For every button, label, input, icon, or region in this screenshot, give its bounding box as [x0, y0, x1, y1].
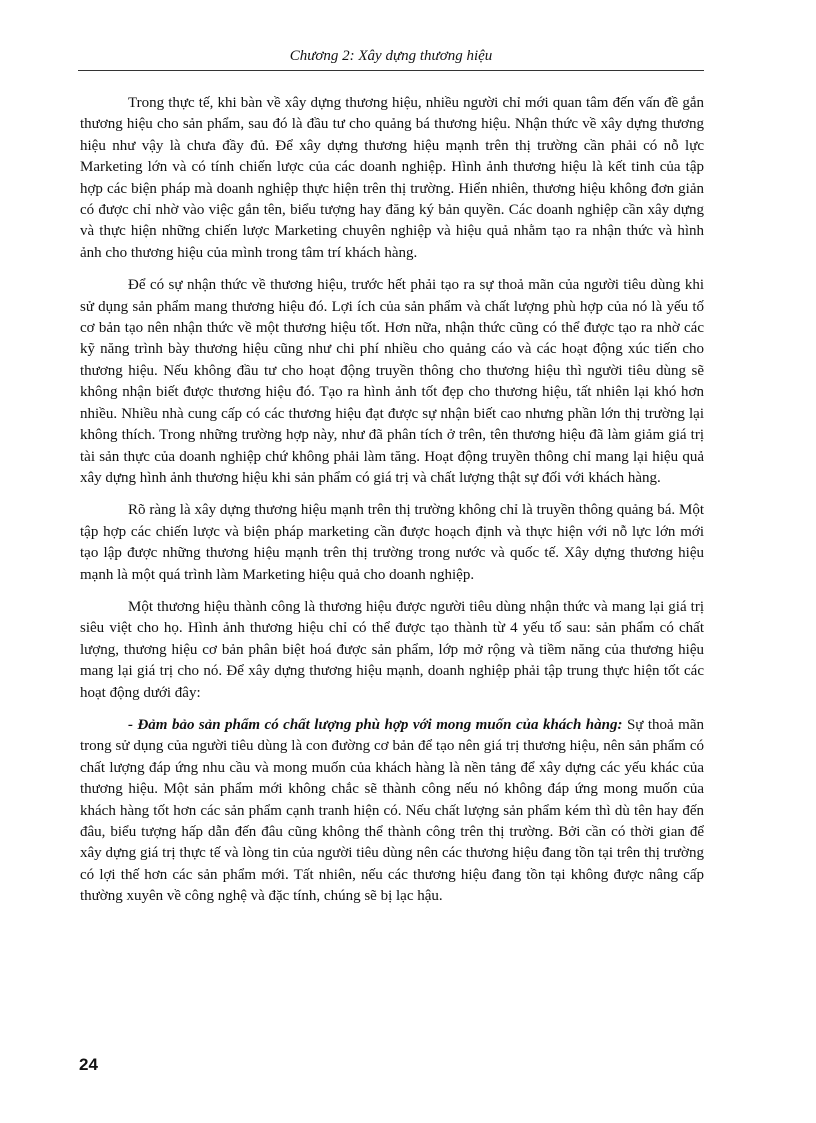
paragraph: Một thương hiệu thành công là thương hiệu được người tiêu dùng nhận thức và mang lại giá trị siêu việt cho họ. Hình ảnh thương hiệu chỉ có thể được tạo thành từ 4 yếu tố sau: sản phẩm có chất lượng, thương hiệu cơ bản phân biệt hoá được sản phẩm, lớp mở rộng và tiềm năng của thương hiệu mang lại giá trị cho nó. Để xây dựng thương hiệu mạnh, doanh nghiệp phải tập trung thực hiện tốt các hoạt động dưới đây: [80, 598, 704, 701]
list-item-paragraph [80, 715, 704, 908]
body-text [80, 93, 704, 919]
paragraph: Để có sự nhận thức về thương hiệu, trước hết phải tạo ra sự thoả mãn của người tiêu dùng khi sử dụng sản phẩm mang thương hiệu đó. Lợi ích của sản phẩm và chất lượng phù hợp của nó là yếu tố cơ bản tạo nên nhận thức về một thương hiệu tốt. Hơn nữa, nhận thức cũng có thể được tạo ra nhờ các kỹ năng trình bày thương hiệu cũng như chi phí nhiều cho quảng cáo và các hoạt động xúc tiến cho thương hiệu. Nếu không đầu tư cho hoạt động truyền thông cho thương hiệu thì người tiêu dùng sẽ không nhận biết được thương hiệu đó. Tạo ra hình ảnh tốt đẹp cho thương hiệu, tất nhiên lại khó hơn nhiều. Nhiều nhà cung cấp có các thương hiệu đạt được sự nhận biết cao nhưng phần lớn thị trường lại không thích. Trong những trường hợp này, như đã phân tích ở trên, tên thương hiệu đã làm giảm giá trị tài sản thực của doanh nghiệp chứ không phải làm tăng. Hoạt động truyền thông chỉ mang lại hiệu quả xây dựng hình ảnh thương hiệu khi sản phẩm có giá trị và chất lượng thật sự đối với khách hàng. [80, 277, 704, 486]
page-number: 24 [79, 1055, 98, 1074]
paragraph: Trong thực tế, khi bàn về xây dựng thương hiệu, nhiều người chỉ mới quan tâm đến vấn đề gắn thương hiệu cho sản phẩm, sau đó là đầu tư cho quảng bá thương hiệu. Nhận thức về xây dựng thương hiệu như vậy là chưa đầy đủ. Để xây dựng thương hiệu mạnh trên thị trường cần phải có nỗ lực Marketing lớn và có tính chiến lược của các doanh nghiệp. Hình ảnh thương hiệu là kết tinh của tập hợp các biện pháp mà doanh nghiệp thực hiện trên thị trường. Hiển nhiên, thương hiệu không đơn giản có được chỉ nhờ vào việc gắn tên, biểu tượng hay đăng ký bản quyền. Các doanh nghiệp cần xây dựng và thực hiện những chiến lược Marketing chuyên nghiệp và hiệu quả nhằm tạo ra nhận thức và hình ảnh cho thương hiệu của mình trong tâm trí khách hàng. [80, 95, 704, 261]
running-header: Chương 2: Xây dựng thương hiệu [78, 48, 704, 71]
item-lead: - Đảm bảo sản phẩm có chất lượng phù hợp với mong muốn của khách hàng: [128, 716, 623, 733]
item-text: Sự thoả mãn trong sử dụng của người tiêu dùng là con đường cơ bản để tạo nên giá trị thương hiệu, nên sản phẩm có chất lượng đáp ứng nhu cầu và mong muốn của khách hàng là nền tảng để xây dựng các yếu khác của thương hiệu. Một sản phẩm mới không chắc sẽ thành công nếu nó không đáp ứng mong muốn của khách hàng tốt hơn các sản phẩm cạnh tranh hiện có. Nếu chất lượng sản phẩm kém thì dù tên hay đến đâu, biểu tượng hấp dẫn đến đâu cũng không thể thành công trên thị trường. Bởi cần có thời gian để xây dựng giá trị thực tế và lòng tin của người tiêu dùng nên các thương hiệu đang tồn tại trên thị trường có lợi thế hơn các sản phẩm mới. Tất nhiên, nếu các thương hiệu đang tồn tại không được nâng cấp thường xuyên về công nghệ và đặc tính, chúng sẽ bị lạc hậu. [80, 716, 705, 905]
paragraph: Rõ ràng là xây dựng thương hiệu mạnh trên thị trường không chỉ là truyền thông quảng bá. Một tập hợp các chiến lược và biện pháp marketing cần được hoạch định và thực hiện với nỗ lực lớn mới tạo lập được những thương hiệu mạnh trên thị trường trong nước và quốc tế. Xây dựng thương hiệu mạnh là một quá trình làm Marketing hiệu quả cho doanh nghiệp. [80, 502, 704, 583]
